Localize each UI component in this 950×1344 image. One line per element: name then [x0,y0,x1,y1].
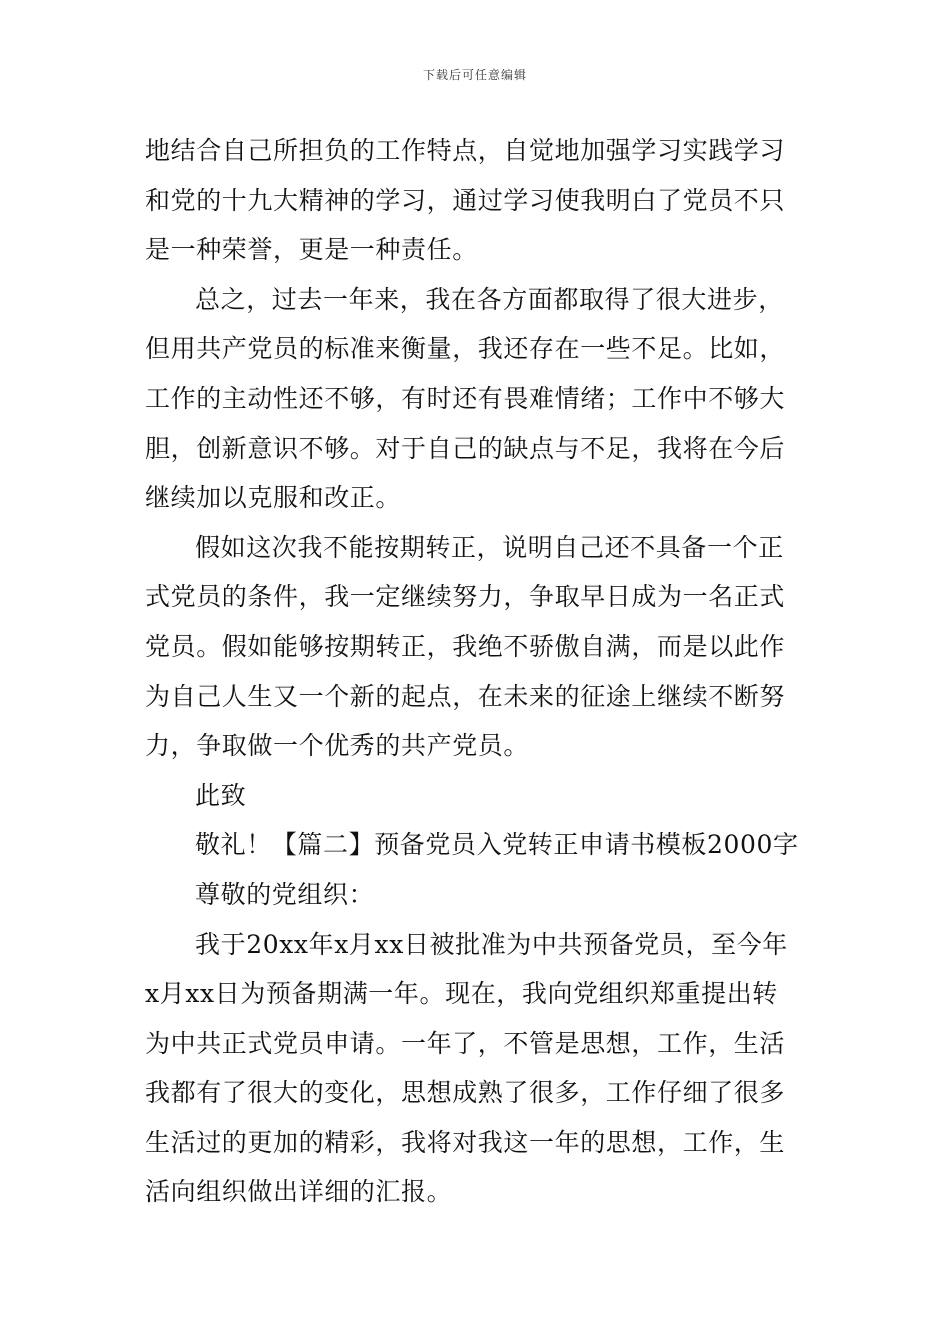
text-line: x月xx日为预备期满一年。现在，我向党组织郑重提出转 [145,979,778,1009]
text-line: 党员。假如能够按期转正，我绝不骄傲自满，而是以此作 [145,631,786,661]
text-line: 尊敬的党组织： [195,879,375,909]
text-line: 此致 [195,780,247,810]
text-line: 我都有了很大的变化，思想成熟了很多，工作仔细了很多 [145,1078,786,1108]
text-line: 敬礼！【篇二】预备党员入党转正申请书模板2000字 [195,830,799,860]
text-line: 是一种荣誉，更是一种责任。 [145,235,478,265]
text-line: 地结合自己所担负的工作特点，自觉地加强学习实践学习 [145,136,786,165]
text-line: 但用共产党员的标准来衡量，我还存在一些不足。比如， [145,334,786,364]
header-note: 下载后可任意编辑 [422,68,527,82]
text-line: 总之，过去一年来，我在各方面都取得了很大进步， [195,284,784,314]
text-line: 生活过的更加的精彩，我将对我这一年的思想，工作，生 [145,1127,786,1157]
text-line: 胆，创新意识不够。对于自己的缺点与不足，我将在今后 [145,433,786,463]
text-line: 力，争取做一个优秀的共产党员。 [145,731,530,761]
text-line: 为中共正式党员申请。一年了，不管是思想，工作，生活 [145,1028,786,1058]
text-line: 工作的主动性还不够，有时还有畏难情绪；工作中不够大 [145,383,786,413]
text-line: 为自己人生又一个新的起点，在未来的征途上继续不断努 [145,681,786,711]
text-line: 和党的十九大精神的学习，通过学习使我明白了党员不只 [145,185,786,215]
text-line: 我于20xx年x月xx日被批准为中共预备党员，至今年 [195,929,788,959]
text-line: 式党员的条件，我一定继续努力，争取早日成为一名正式 [145,582,786,612]
text-line: 假如这次我不能按期转正，说明自己还不具备一个正 [195,532,784,562]
text-line: 继续加以克服和改正。 [145,483,402,513]
text-line: 活向组织做出详细的汇报。 [145,1177,453,1207]
body-text [145,126,810,1217]
